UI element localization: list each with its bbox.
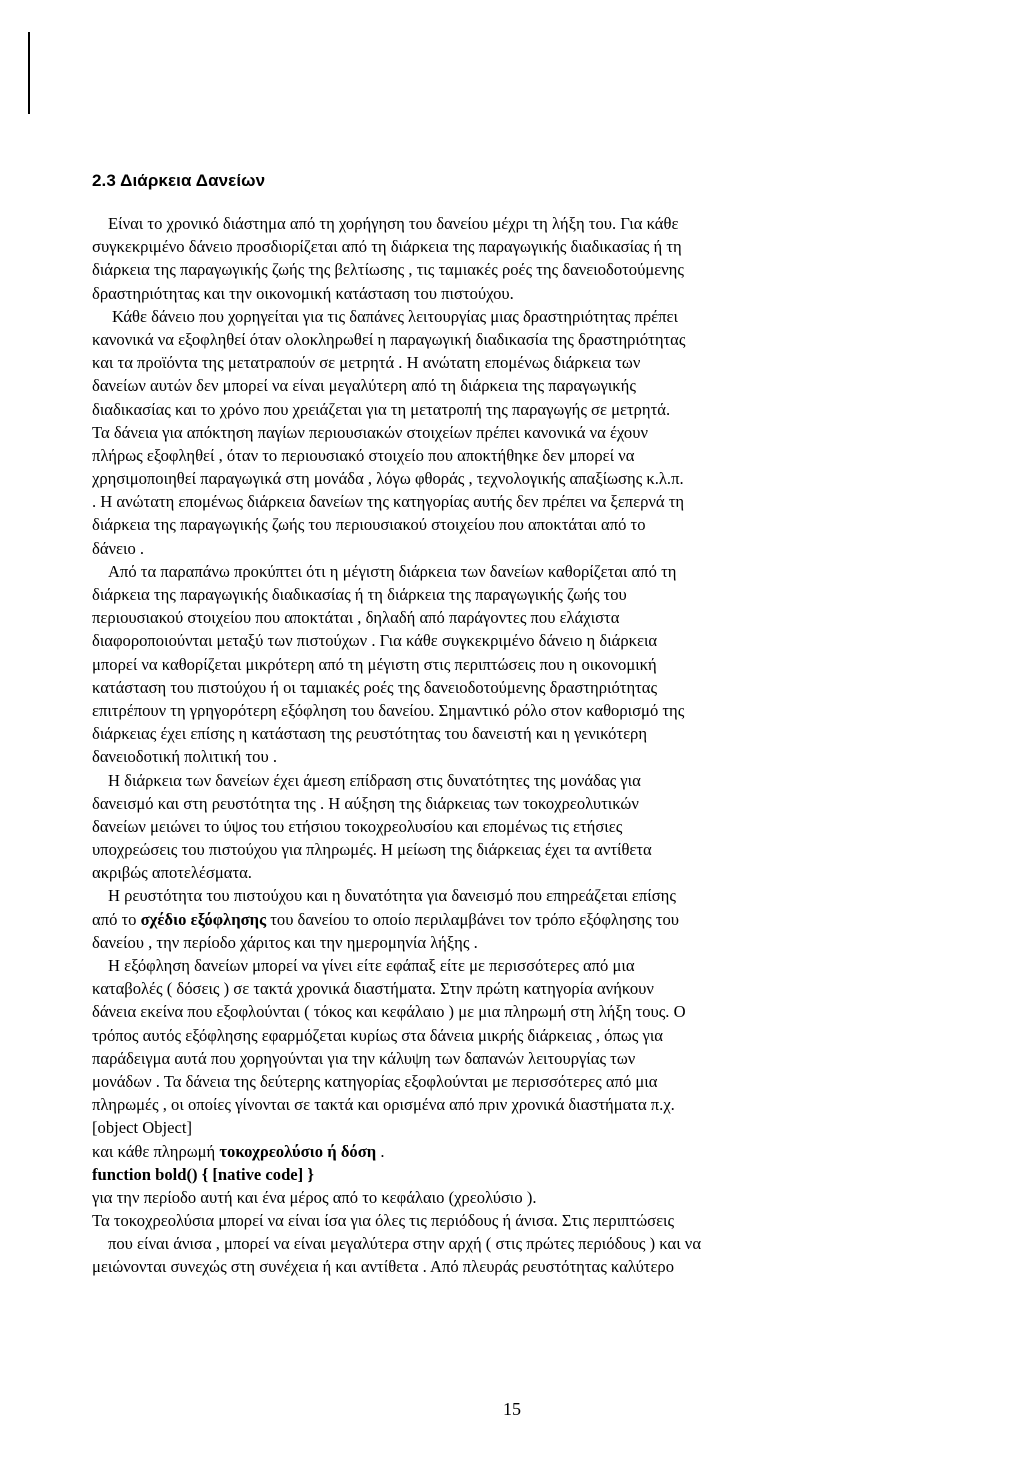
text-line: καταβολές ( δόσεις ) σε τακτά χρονικά διαστήματα. Στην πρώτη κατηγορία ανήκουν bbox=[92, 979, 654, 999]
text-line: μπορεί να καθορίζεται μικρότερη από τη μέγιστη στις περιπτώσεις που η οικονομική bbox=[92, 654, 657, 674]
text-line: τρόπος αυτός εξόφλησης εφαρμόζεται κυρίως στα δάνεια μικρής διάρκειας , όπως για bbox=[92, 1025, 663, 1045]
bold-term: σχέδιο εξόφλησης bbox=[140, 909, 267, 929]
text-line: δανειοδοτική πολιτική του . bbox=[92, 747, 277, 767]
page-number: 15 bbox=[503, 1399, 521, 1419]
text-line: δανείων μειώνει το ύψος του ετήσιου τοκοχρεολυσίου και επομένως τις ετήσιες bbox=[92, 816, 623, 836]
text-line: διάρκεια της παραγωγικής διαδικασίας ή τη διάρκεια της παραγωγικής ζωής του bbox=[92, 585, 627, 604]
text-line: Τα δάνεια για απόκτηση παγίων περιουσιακών στοιχείων πρέπει κανονικά να έχουν bbox=[92, 422, 648, 442]
text-line: πληρωμές , οι οποίες γίνονται σε τακτά και ορισμένα από πριν χρονικά διαστήματα π.χ. bbox=[92, 1095, 675, 1115]
text-line: δάνειο . bbox=[92, 538, 145, 558]
text-line: Η ρευστότητα του πιστούχου και η δυνατότητα για δανεισμό που επηρεάζεται επίσης bbox=[108, 886, 676, 906]
text-line: κανονικά να εξοφληθεί όταν ολοκληρωθεί η παραγωγική διαδικασία της δραστηριότητας bbox=[92, 329, 686, 349]
text-line: δραστηριότητας και την οικονομική κατάσταση του πιστούχου. bbox=[92, 283, 514, 303]
text-line: [object Object] bbox=[92, 1118, 192, 1138]
text-line bbox=[92, 1279, 882, 1302]
text-line: μονάδων . Τα δάνεια της δεύτερης κατηγορίας εξοφλούνται με περισσότερες από μια bbox=[92, 1071, 658, 1091]
body-text bbox=[92, 212, 882, 1302]
text-line-rich bbox=[92, 908, 882, 931]
text-line: για την περίοδο αυτή και ένα μέρος από το κεφάλαιο (χρεολύσιο ). bbox=[92, 1187, 537, 1207]
text-line: διάρκεια της παραγωγικής ζωής της βελτίωσης , τις ταμιακές ροές της δανειοδοτούμενης bbox=[92, 260, 684, 280]
text-line: υποχρεώσεις του πιστούχου για πληρωμές. Η μείωση της διάρκειας έχει τα αντίθετα bbox=[92, 840, 652, 860]
text-line: δανείων αυτών δεν μπορεί να είναι μεγαλύτερη από τη διάρκεια της παραγωγικής bbox=[92, 376, 636, 396]
text-line: Τα τοκοχρεολύσια μπορεί να είναι ίσα για όλες τις περιόδους ή άνισα. Στις περιπτώσεις bbox=[92, 1211, 675, 1231]
text-line: διαφοροποιούνται μεταξύ των πιστούχων . Για κάθε συγκεκριμένο δάνειο η διάρκεια bbox=[92, 631, 658, 651]
text-line: διάρκεια της παραγωγικής ζωής του περιουσιακού στοιχείου που αποκτάται από το bbox=[92, 515, 646, 535]
text-line: χρησιμοποιηθεί παραγωγικά στη μονάδα , λόγω φθοράς , τεχνολογικής απαξίωσης κ.λ.π. bbox=[92, 469, 684, 489]
text-line: Η διάρκεια των δανείων έχει άμεση επίδραση στις δυνατότητες της μονάδας για bbox=[108, 770, 641, 790]
text-line: Η εξόφληση δανείων μπορεί να γίνει είτε εφάπαξ είτε με περισσότερες από μια bbox=[108, 956, 635, 975]
scan-edge-line bbox=[28, 32, 30, 114]
text-line: μειώνονται συνεχώς στη συνέχεια ή και αντίθετα . Από πλευράς ρευστότητας καλύτερο bbox=[92, 1257, 674, 1277]
text-line: κατάσταση του πιστούχου ή οι ταμιακές ροές της δανειοδοτούμενης δραστηριότητας bbox=[92, 677, 658, 697]
text-line: ακριβώς αποτελέσματα. bbox=[92, 863, 252, 883]
text-span: και κάθε πληρωμή bbox=[92, 1141, 220, 1161]
text-line: πλήρως εξοφληθεί , όταν το περιουσιακό στοιχείο που αποκτήθηκε δεν μπορεί να bbox=[92, 445, 635, 465]
text-line: Είναι το χρονικό διάστημα από τη χορήγηση του δανείου μέχρι τη λήξη του. Για κάθε bbox=[108, 214, 679, 233]
text-line: Από τα παραπάνω προκύπτει ότι η μέγιστη διάρκεια των δανείων καθορίζεται από τη bbox=[108, 561, 677, 581]
text-span: από το bbox=[92, 909, 141, 929]
text-line: επιτρέπουν τη γρηγορότερη εξόφληση του δανείου. Σημαντικό ρόλο στον καθορισμό της bbox=[92, 700, 685, 720]
text-line: συγκεκριμένο δάνειο προσδιορίζεται από τη διάρκεια της παραγωγικής διαδικασίας ή τη bbox=[92, 237, 682, 257]
text-line-rich bbox=[92, 1163, 882, 1186]
text-line: Κάθε δάνειο που χορηγείται για τις δαπάνες λειτουργίας μιας δραστηριότητας πρέπει bbox=[112, 306, 678, 326]
text-line: και τα προϊόντα της μετατραπούν σε μετρητά . Η ανώτατη επομένως διάρκεια των bbox=[92, 353, 641, 373]
text-line: δανεισμό και στη ρευστότητα της . Η αύξηση της διάρκειας των τοκοχρεολυτικών bbox=[92, 793, 639, 813]
text-line: περιουσιακού στοιχείου που αποκτάται , δηλαδή από παράγοντες που ελάχιστα bbox=[92, 608, 620, 628]
text-span: . bbox=[376, 1141, 385, 1161]
text-line: διάρκειας έχει επίσης η κατάσταση της ρευστότητας του δανειστή και η γενικότερη bbox=[92, 724, 648, 744]
bold-term: function bold() { [native code] } bbox=[92, 1164, 314, 1184]
text-line: δάνεια εκείνα που εξοφλούνται ( τόκος και κεφάλαιο ) με μια πληρωμή στη λήξη τους. Ο bbox=[92, 1002, 686, 1022]
text-line: δανείου , την περίοδο χάριτος και την ημερομηνία λήξης . bbox=[92, 932, 478, 952]
text-line: παράδειγμα αυτά που χορηγούνται για την κάλυψη των δαπανών λειτουργίας των bbox=[92, 1048, 636, 1068]
section-heading: 2.3 Διάρκεια Δανείων bbox=[92, 171, 266, 190]
text-line-rich bbox=[92, 1140, 882, 1163]
text-line: που είναι άνισα , μπορεί να είναι μεγαλύτερα στην αρχή ( στις πρώτες περιόδους ) και να bbox=[108, 1234, 702, 1254]
bold-term: τοκοχρεολύσιο ή δόση bbox=[219, 1141, 377, 1161]
text-line: διαδικασίας και το χρόνο που χρειάζεται για τη μετατροπή της παραγωγής σε μετρητά. bbox=[92, 399, 671, 419]
text-span: του δανείου το οποίο περιλαμβάνει τον τρόπο εξόφλησης του bbox=[266, 909, 680, 929]
text-line: . Η ανώτατη επομένως διάρκεια δανείων της κατηγορίας αυτής δεν πρέπει να ξεπερνά τη bbox=[92, 492, 685, 512]
